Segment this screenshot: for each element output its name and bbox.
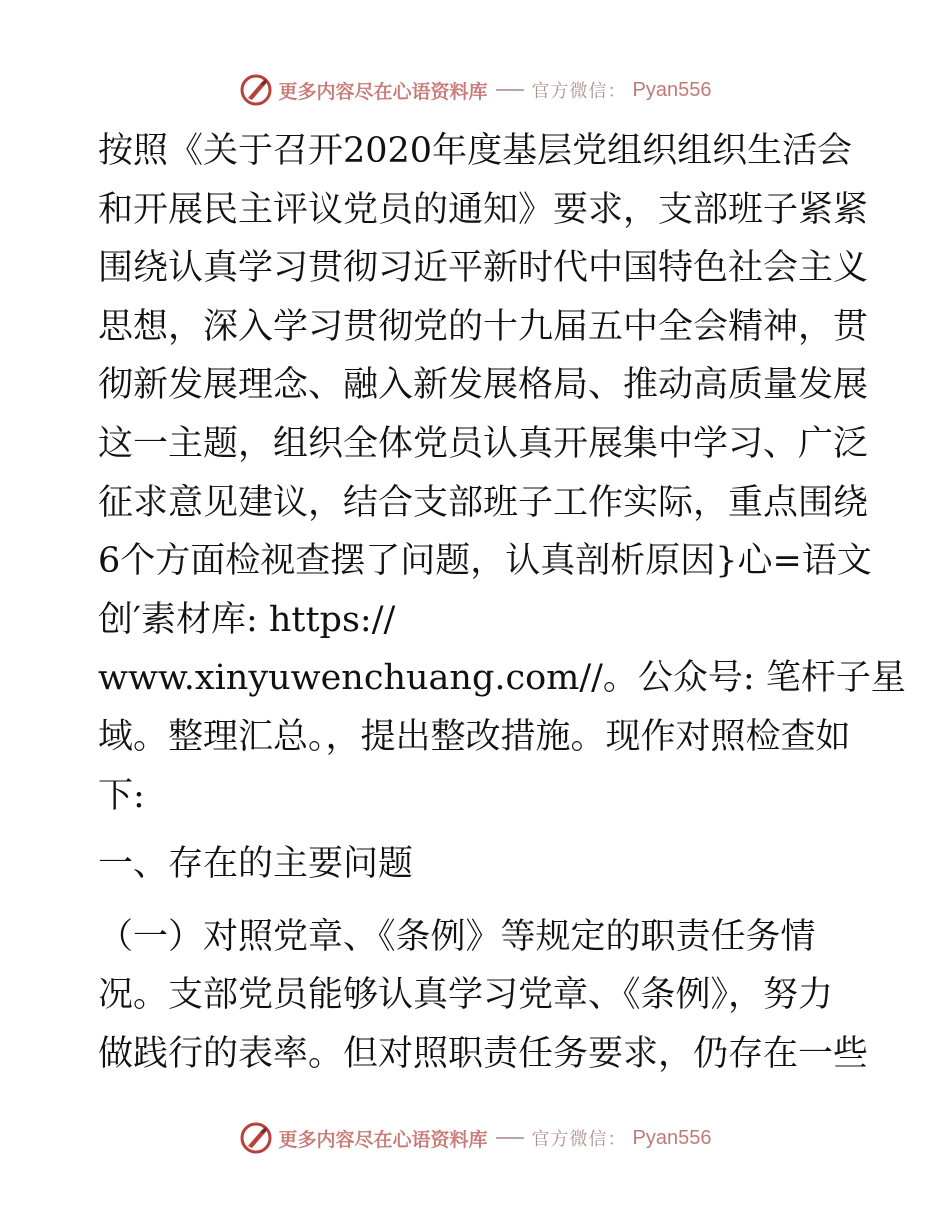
banner-wechat-id: Pyan556 xyxy=(632,78,712,101)
paragraph-line: 征求意见建议，结合支部班子工作实际，重点围绕 xyxy=(98,482,869,523)
banner-slogan: 更多内容尽在心语资料库 xyxy=(278,80,488,103)
banner-slogan: 更多内容尽在心语资料库 xyxy=(278,1128,488,1151)
paragraph-line: 下: xyxy=(98,775,145,816)
section-line: 况。支部党员能够认真学习党章、《条例》，努力 xyxy=(98,975,834,1016)
section-heading: 一、存在的主要问题 xyxy=(98,844,414,885)
paragraph-line: 围绕认真学习贯彻习近平新时代中国特色社会主义 xyxy=(98,248,869,289)
paragraph-line: 创′素材库: https:// xyxy=(98,599,396,640)
pen-logo-icon xyxy=(239,1121,273,1155)
paragraph-line: www.xinyuwenchuang.com//。公众号: 笔杆子星 xyxy=(98,658,906,699)
pen-logo-icon xyxy=(239,73,273,107)
paragraph-line: 和开展民主评议党员的通知》要求，支部班子紧紧 xyxy=(98,189,869,230)
paragraph-line: 彻新发展理念、融入新发展格局、推动高质量发展 xyxy=(98,365,869,406)
paragraph-line: 这一主题，组织全体党员认真开展集中学习、广泛 xyxy=(98,423,869,464)
paragraph-line: 思想，深入学习贯彻党的十九届五中全会精神，贯 xyxy=(98,306,869,347)
document-body xyxy=(98,122,906,1084)
paragraph-line: 6个方面检视查摆了问题，认真剖析原因}心=语文 xyxy=(98,541,872,582)
banner-wechat-label: 官方微信： xyxy=(531,81,627,102)
banner-wechat-label: 官方微信： xyxy=(531,1129,627,1150)
footer-banner xyxy=(0,1118,950,1158)
section-line: （一）对照党章、《条例》等规定的职责任务情 xyxy=(98,916,816,957)
paragraph-line: 域。整理汇总。，提出整改措施。现作对照检查如 xyxy=(98,716,851,757)
banner-wechat-id: Pyan556 xyxy=(632,1126,712,1149)
section-line: 做践行的表率。但对照职责任务要求，仍存在一些 xyxy=(98,1033,869,1074)
banner-dash xyxy=(496,89,524,91)
header-banner xyxy=(0,70,950,110)
banner-dash xyxy=(496,1137,524,1139)
paragraph-line: 按照《关于召开2020年度基层党组织组织生活会 xyxy=(98,131,853,171)
